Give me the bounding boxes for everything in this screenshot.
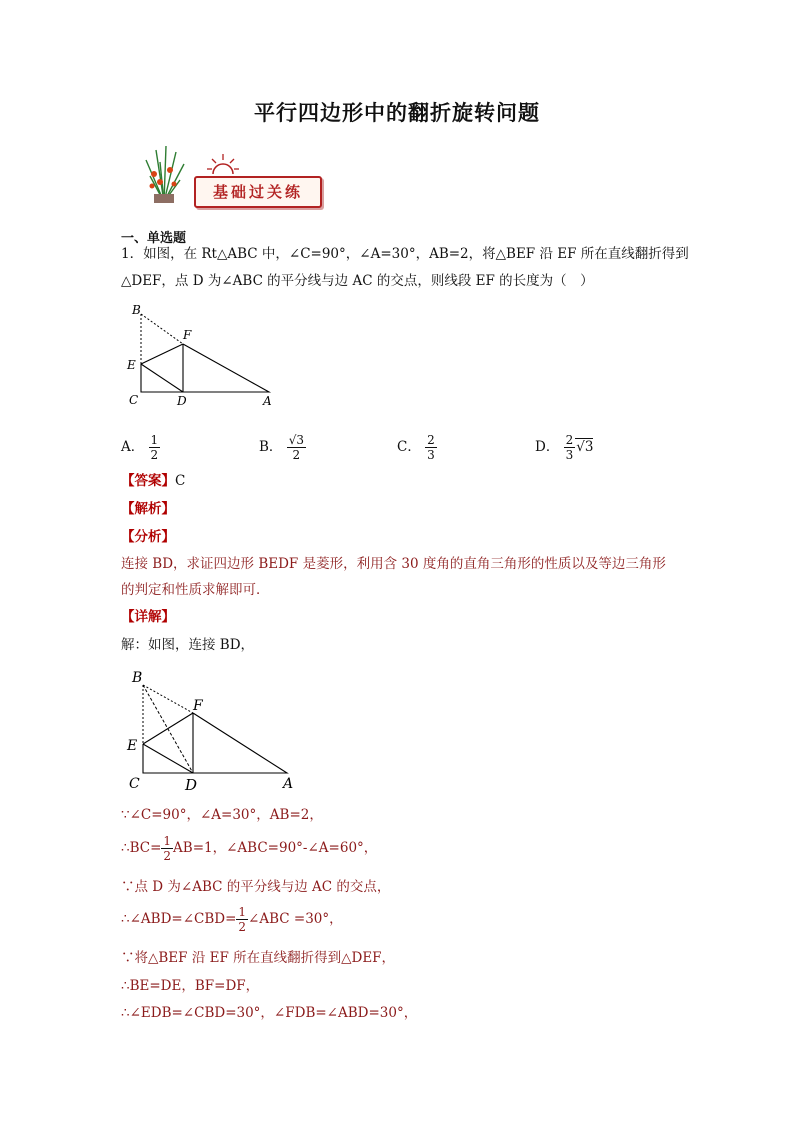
- step-6: ∴BE=DE，BF=DF，: [121, 978, 260, 994]
- option-c[interactable]: [397, 433, 437, 462]
- page-title: 平行四边形中的翻折旋转问题: [254, 100, 540, 125]
- answer-line: [121, 471, 185, 491]
- label-d: D: [177, 394, 187, 408]
- badge-label: 基础过关练: [212, 183, 303, 201]
- question-line-2: △DEF，点 D 为∠ABC 的平分线与边 AC 的交点，则线段 EF 的长度为（ ）: [121, 273, 594, 289]
- option-d-label: D．: [535, 439, 560, 455]
- answer-tag: 【答案】: [121, 473, 175, 489]
- step-7: ∴∠EDB=∠CBD=30°，∠FDB=∠ABD=30°，: [121, 1005, 418, 1021]
- step-5: ∵将△BEF 沿 EF 所在直线翻折得到△DEF，: [121, 950, 396, 966]
- triangle-figure-2: [121, 668, 311, 796]
- step-2-fraction: $\frac{1}{2}$: [163, 834, 172, 863]
- option-b[interactable]: [259, 433, 306, 462]
- option-d-fraction: $\frac{2}{3}$: [565, 433, 574, 462]
- label-a-2: A: [283, 776, 294, 792]
- label-a: A: [263, 394, 272, 408]
- sun-icon: [206, 152, 240, 176]
- label-b-2: B: [132, 670, 143, 686]
- fenxi-tag: 【分析】: [121, 529, 175, 545]
- option-d-root: √3: [576, 439, 594, 455]
- option-a-label: A．: [121, 439, 145, 455]
- step-4-pre: ∴∠ABD=∠CBD=: [121, 911, 237, 927]
- label-c-2: C: [129, 776, 140, 792]
- option-a[interactable]: [121, 433, 160, 462]
- label-f-2: F: [193, 698, 203, 714]
- section-heading: 一、单选题: [121, 231, 187, 246]
- step-2: [121, 834, 377, 863]
- analysis-tag: 【解析】: [121, 501, 175, 517]
- detail-tag: 【详解】: [121, 609, 175, 625]
- fenxi-line-2: 的判定和性质求解即可．: [121, 582, 270, 598]
- label-f: F: [183, 328, 192, 342]
- option-c-label: C．: [397, 439, 421, 455]
- option-a-fraction: $\frac{1}{2}$: [150, 433, 159, 462]
- label-e-2: E: [127, 738, 138, 754]
- plant-illustration: [136, 142, 192, 204]
- label-e: E: [127, 358, 136, 372]
- option-c-fraction: $\frac{2}{3}$: [427, 433, 435, 462]
- section-badge: [194, 176, 322, 208]
- step-4-fraction: $\frac{1}{2}$: [238, 905, 247, 934]
- option-b-fraction: $\frac{√3}{2}$: [288, 433, 304, 462]
- step-1: ∵∠C=90°，∠A=30°，AB=2，: [121, 807, 323, 823]
- step-4-post: ∠ABC =30°，: [248, 911, 343, 927]
- question-line-1: 1．如图，在 Rt△ABC 中，∠C=90°，∠A=30°，AB=2，将△BEF 沿 EF 所在直线翻折得到: [121, 246, 689, 262]
- step-4: [121, 905, 343, 934]
- option-d[interactable]: [535, 433, 593, 462]
- label-c: C: [129, 393, 139, 407]
- fenxi-line-1: 连接 BD，求证四边形 BEDF 是菱形，利用含 30 度角的直角三角形的性质以及等边三角形: [121, 556, 666, 572]
- label-b: B: [132, 303, 141, 317]
- step-3: ∵点 D 为∠ABC 的平分线与边 AC 的交点，: [121, 879, 391, 895]
- step-2-post: AB=1，∠ABC=90°-∠A=60°，: [173, 840, 378, 856]
- step-2-pre: ∴BC=: [121, 840, 162, 856]
- option-b-label: B．: [259, 439, 283, 455]
- triangle-figure-1: [121, 300, 291, 412]
- solution-intro: 解：如图，连接 BD，: [121, 637, 255, 653]
- answer-value: C: [175, 473, 186, 489]
- label-d-2: D: [185, 776, 198, 794]
